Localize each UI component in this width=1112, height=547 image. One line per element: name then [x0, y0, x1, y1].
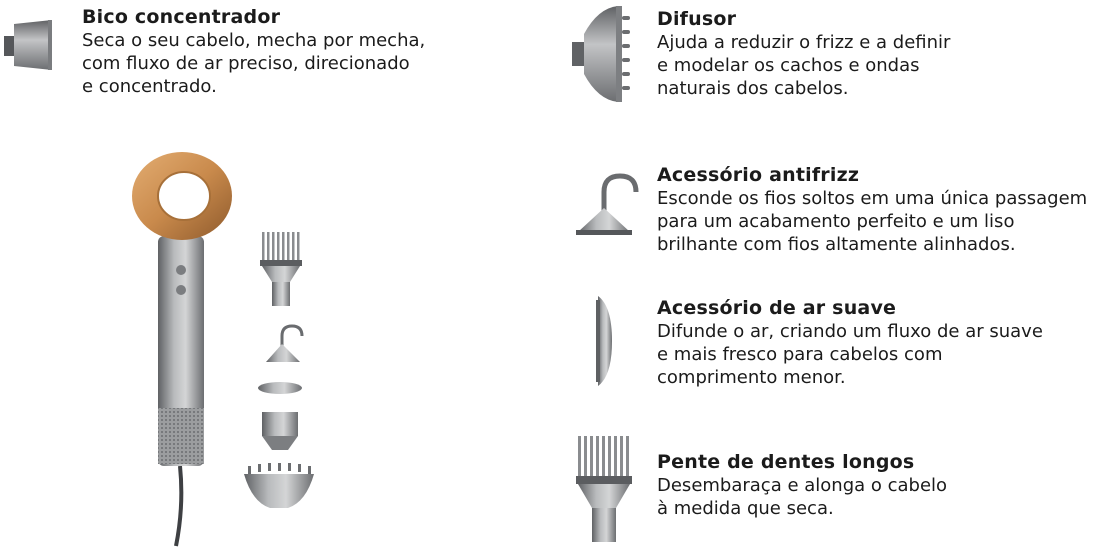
- diffuser-icon: [572, 4, 632, 104]
- gentle-air-icon: [594, 296, 614, 386]
- accessory-wide-tooth-comb: [657, 451, 947, 520]
- accessory-title: Difusor: [657, 8, 737, 30]
- hair-dryer-illustration: [140, 146, 340, 546]
- accessory-diffuser: [657, 8, 950, 100]
- wide-tooth-comb-icon: [576, 436, 632, 542]
- accessory-description: Desembaraça e alonga o cabelo à medida que seca.: [657, 475, 948, 519]
- accessory-gentle-air: [657, 297, 1043, 389]
- accessory-title: Acessório antifrizz: [657, 164, 860, 186]
- accessory-title: Acessório de ar suave: [657, 297, 897, 319]
- accessory-description: Seca o seu cabelo, mecha por mecha, com fluxo de ar preciso, direcionado e concentrado.: [82, 30, 426, 97]
- accessory-title: Bico concentrador: [82, 6, 281, 28]
- accessory-smoothing-nozzle: [657, 164, 1087, 256]
- smoothing-nozzle-icon: [574, 170, 644, 240]
- accessory-description: Difunde o ar, criando um fluxo de ar suave e mais fresco para cabelos com comprimento menor.: [657, 321, 1043, 388]
- accessory-description: Esconde os fios soltos em uma única passagem para um acabamento perfeito e um liso brilhante com fios altamente alinhados.: [657, 188, 1088, 255]
- accessory-description: Ajuda a reduzir o frizz e a definir e modelar os cachos e ondas naturais dos cabelos.: [657, 32, 951, 99]
- concentrator-icon: [4, 20, 54, 70]
- accessory-concentrator: [82, 6, 425, 98]
- accessory-title: Pente de dentes longos: [657, 451, 915, 473]
